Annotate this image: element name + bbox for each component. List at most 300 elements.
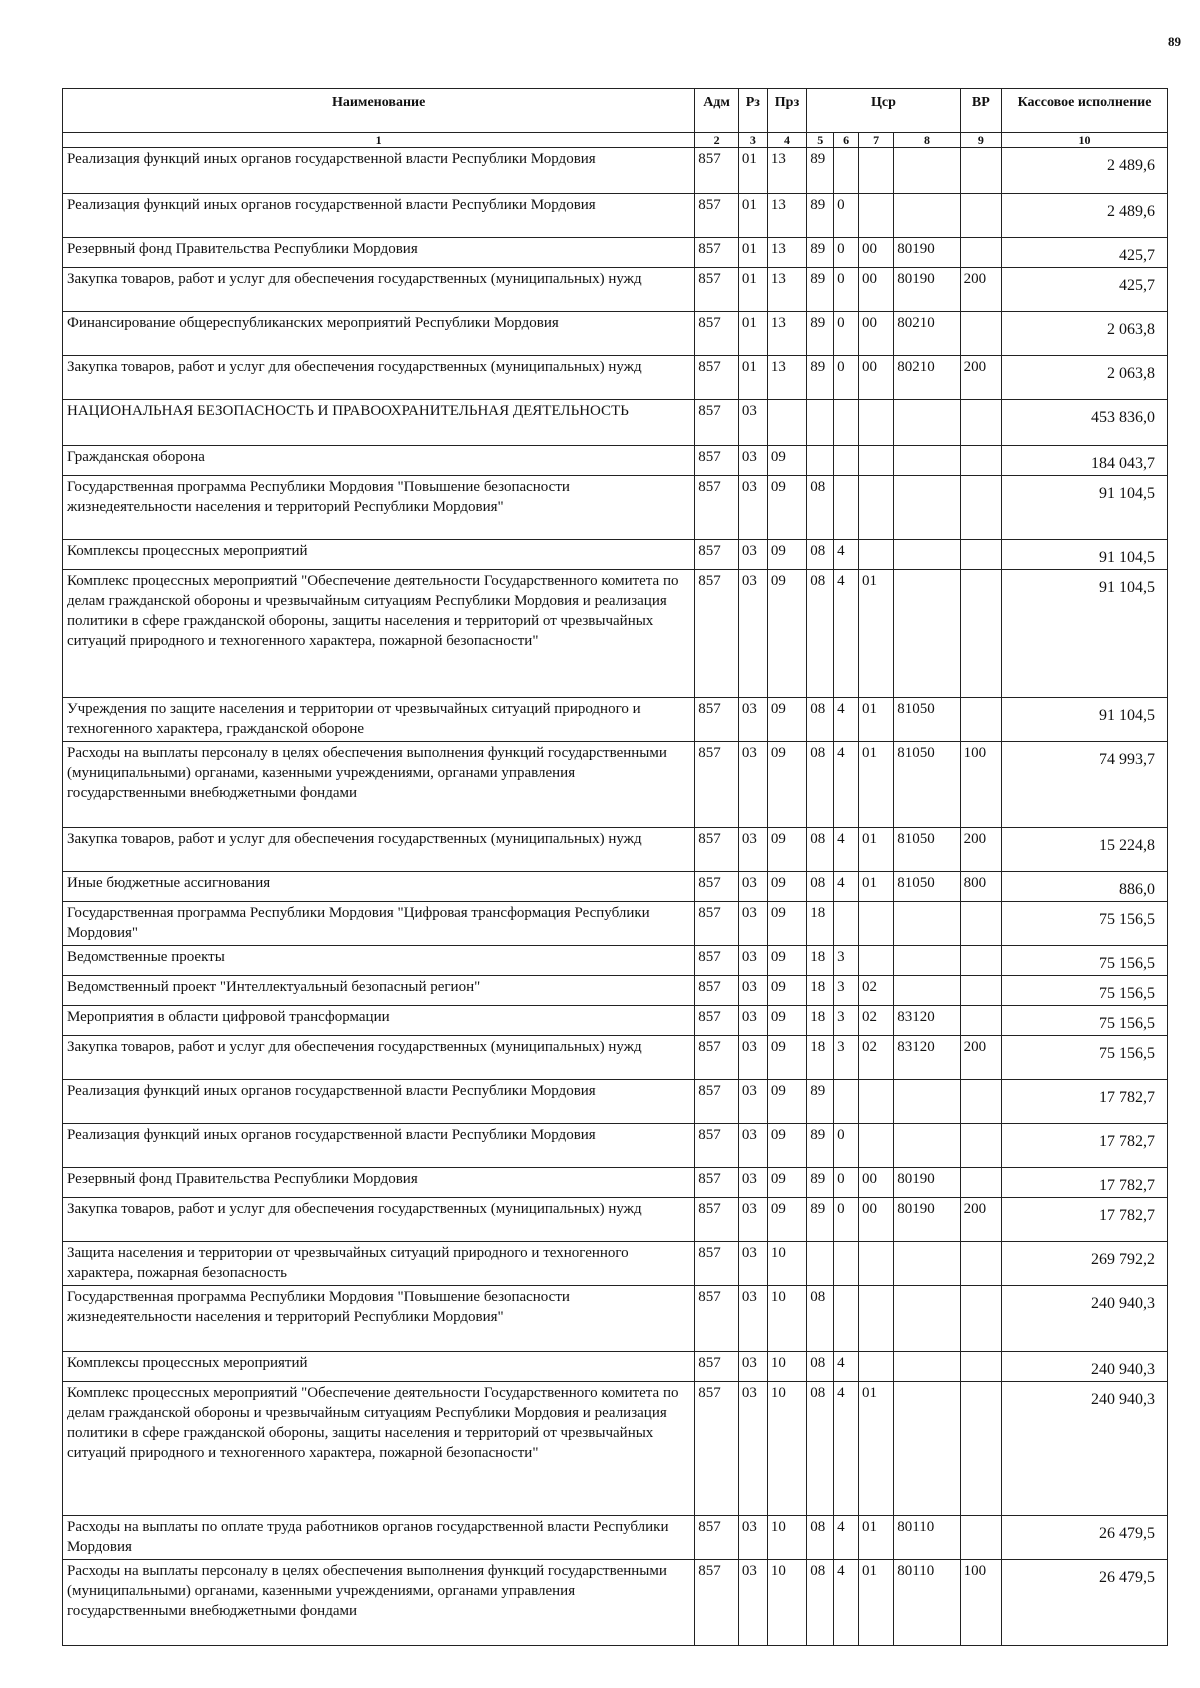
row-csr-type xyxy=(834,902,859,946)
row-csr-direction: 81050 xyxy=(894,742,960,828)
row-prz: 09 xyxy=(767,1006,806,1036)
row-name: Закупка товаров, работ и услуг для обеспечения государственных (муниципальных) нужд xyxy=(63,1036,695,1080)
row-vr xyxy=(960,1168,1001,1198)
table-row xyxy=(63,872,1168,902)
row-csr-subtype: 00 xyxy=(859,1198,894,1242)
row-rz: 03 xyxy=(738,1382,767,1516)
row-rz: 03 xyxy=(738,540,767,570)
row-adm: 857 xyxy=(695,476,739,540)
row-name: Комплекс процессных мероприятий "Обеспечение деятельности Государственного комитета по делам гражданской обороны и чрезвычайным ситуациям Республики Мордовия и реализация политики в сфере гражданской обороны, защиты населения и территорий от чрезвычайных ситуаций природного и техногенного характера, пожарной безопасности" xyxy=(63,570,695,698)
row-csr-direction: 81050 xyxy=(894,698,960,742)
row-prz: 10 xyxy=(767,1286,806,1352)
row-csr-type xyxy=(834,1286,859,1352)
row-amount: 886,0 xyxy=(1002,872,1168,902)
row-csr-program: 89 xyxy=(807,268,834,312)
column-number: 7 xyxy=(859,133,894,148)
row-vr xyxy=(960,1352,1001,1382)
row-adm: 857 xyxy=(695,312,739,356)
row-csr-program: 18 xyxy=(807,902,834,946)
row-csr-subtype xyxy=(859,446,894,476)
row-rz: 03 xyxy=(738,1286,767,1352)
row-csr-program: 18 xyxy=(807,1006,834,1036)
row-csr-subtype xyxy=(859,946,894,976)
row-csr-type: 0 xyxy=(834,312,859,356)
row-name: Ведомственные проекты xyxy=(63,946,695,976)
row-amount: 184 043,7 xyxy=(1002,446,1168,476)
row-prz: 10 xyxy=(767,1352,806,1382)
row-prz: 13 xyxy=(767,356,806,400)
row-prz xyxy=(767,400,806,446)
column-number-row xyxy=(63,133,1168,148)
row-csr-type: 4 xyxy=(834,540,859,570)
row-csr-subtype: 02 xyxy=(859,1036,894,1080)
row-rz: 03 xyxy=(738,1080,767,1124)
row-prz: 09 xyxy=(767,742,806,828)
row-csr-type xyxy=(834,1080,859,1124)
row-prz: 09 xyxy=(767,1036,806,1080)
row-adm: 857 xyxy=(695,1516,739,1560)
row-name: Резервный фонд Правительства Республики Мордовия xyxy=(63,238,695,268)
table-row xyxy=(63,946,1168,976)
table-row xyxy=(63,1080,1168,1124)
row-vr xyxy=(960,400,1001,446)
table-row xyxy=(63,1168,1168,1198)
row-prz: 09 xyxy=(767,946,806,976)
row-vr xyxy=(960,540,1001,570)
row-rz: 03 xyxy=(738,446,767,476)
row-prz: 09 xyxy=(767,1124,806,1168)
row-name: Реализация функций иных органов государственной власти Республики Мордовия xyxy=(63,1080,695,1124)
row-csr-subtype: 01 xyxy=(859,872,894,902)
row-csr-type: 4 xyxy=(834,698,859,742)
row-name: Расходы на выплаты персоналу в целях обеспечения выполнения функций государственными (муниципальными) органами, казенными учреждениями, органами управления государственными внебюджетными фондами xyxy=(63,1560,695,1646)
row-csr-type: 3 xyxy=(834,976,859,1006)
table-row xyxy=(63,976,1168,1006)
row-csr-direction: 80210 xyxy=(894,312,960,356)
row-adm: 857 xyxy=(695,446,739,476)
row-csr-subtype xyxy=(859,902,894,946)
row-name: Учреждения по защите населения и территории от чрезвычайных ситуаций природного и техногенного характера, гражданской обороне xyxy=(63,698,695,742)
row-name: Закупка товаров, работ и услуг для обеспечения государственных (муниципальных) нужд xyxy=(63,268,695,312)
table-row xyxy=(63,570,1168,698)
table-row xyxy=(63,902,1168,946)
row-csr-subtype xyxy=(859,540,894,570)
row-csr-type: 0 xyxy=(834,356,859,400)
row-rz: 03 xyxy=(738,1036,767,1080)
table-row xyxy=(63,540,1168,570)
row-rz: 03 xyxy=(738,902,767,946)
row-amount: 91 104,5 xyxy=(1002,698,1168,742)
table-row xyxy=(63,828,1168,872)
row-csr-direction xyxy=(894,148,960,194)
header-csr: Цср xyxy=(807,89,960,133)
row-csr-type: 0 xyxy=(834,1168,859,1198)
row-name: Комплексы процессных мероприятий xyxy=(63,540,695,570)
row-rz: 01 xyxy=(738,312,767,356)
row-csr-program: 89 xyxy=(807,1168,834,1198)
row-vr xyxy=(960,1516,1001,1560)
column-number: 10 xyxy=(1002,133,1168,148)
row-adm: 857 xyxy=(695,946,739,976)
row-adm: 857 xyxy=(695,1168,739,1198)
row-csr-program: 89 xyxy=(807,148,834,194)
row-csr-direction xyxy=(894,570,960,698)
row-name: Реализация функций иных органов государственной власти Республики Мордовия xyxy=(63,148,695,194)
row-csr-direction: 80190 xyxy=(894,1168,960,1198)
row-prz: 09 xyxy=(767,540,806,570)
row-csr-program: 18 xyxy=(807,946,834,976)
row-amount: 17 782,7 xyxy=(1002,1080,1168,1124)
row-csr-type: 4 xyxy=(834,1516,859,1560)
row-vr: 200 xyxy=(960,828,1001,872)
row-csr-subtype: 01 xyxy=(859,570,894,698)
table-row xyxy=(63,1286,1168,1352)
row-csr-program: 89 xyxy=(807,1080,834,1124)
row-csr-direction: 83120 xyxy=(894,1006,960,1036)
table-row xyxy=(63,1382,1168,1516)
row-csr-program: 89 xyxy=(807,1198,834,1242)
row-csr-type: 0 xyxy=(834,1198,859,1242)
table-row xyxy=(63,1516,1168,1560)
row-csr-type xyxy=(834,1242,859,1286)
column-number: 8 xyxy=(894,133,960,148)
row-adm: 857 xyxy=(695,540,739,570)
row-csr-subtype: 01 xyxy=(859,828,894,872)
row-csr-program: 89 xyxy=(807,1124,834,1168)
row-csr-subtype: 01 xyxy=(859,1382,894,1516)
row-rz: 03 xyxy=(738,1560,767,1646)
row-rz: 01 xyxy=(738,238,767,268)
row-adm: 857 xyxy=(695,400,739,446)
row-vr xyxy=(960,238,1001,268)
row-name: Государственная программа Республики Мордовия "Повышение безопасности жизнедеятельности населения и территорий Республики Мордовия" xyxy=(63,476,695,540)
row-vr xyxy=(960,312,1001,356)
row-csr-direction: 81050 xyxy=(894,828,960,872)
row-prz: 09 xyxy=(767,828,806,872)
header-amount: Кассовое исполнение xyxy=(1002,89,1168,133)
row-vr xyxy=(960,1124,1001,1168)
row-vr xyxy=(960,194,1001,238)
row-csr-subtype xyxy=(859,194,894,238)
row-csr-type xyxy=(834,148,859,194)
row-prz: 09 xyxy=(767,976,806,1006)
table-row xyxy=(63,268,1168,312)
table-row xyxy=(63,148,1168,194)
header-adm: Адм xyxy=(695,89,739,133)
budget-execution-table xyxy=(62,88,1168,1646)
row-name: Комплексы процессных мероприятий xyxy=(63,1352,695,1382)
row-prz: 09 xyxy=(767,1198,806,1242)
row-csr-type: 0 xyxy=(834,194,859,238)
table-row xyxy=(63,1198,1168,1242)
row-csr-type: 3 xyxy=(834,1036,859,1080)
row-rz: 03 xyxy=(738,1198,767,1242)
row-csr-direction xyxy=(894,400,960,446)
row-csr-program xyxy=(807,1242,834,1286)
row-adm: 857 xyxy=(695,742,739,828)
row-vr: 800 xyxy=(960,872,1001,902)
row-rz: 03 xyxy=(738,476,767,540)
row-amount: 75 156,5 xyxy=(1002,946,1168,976)
row-name: Закупка товаров, работ и услуг для обеспечения государственных (муниципальных) нужд xyxy=(63,828,695,872)
row-prz: 09 xyxy=(767,698,806,742)
row-name: НАЦИОНАЛЬНАЯ БЕЗОПАСНОСТЬ И ПРАВООХРАНИТЕЛЬНАЯ ДЕЯТЕЛЬНОСТЬ xyxy=(63,400,695,446)
row-amount: 26 479,5 xyxy=(1002,1516,1168,1560)
row-csr-direction xyxy=(894,1242,960,1286)
row-csr-type: 4 xyxy=(834,742,859,828)
table-row xyxy=(63,1124,1168,1168)
row-amount: 74 993,7 xyxy=(1002,742,1168,828)
row-prz: 13 xyxy=(767,268,806,312)
row-name: Государственная программа Республики Мордовия "Повышение безопасности жизнедеятельности населения и территорий Республики Мордовия" xyxy=(63,1286,695,1352)
row-name: Закупка товаров, работ и услуг для обеспечения государственных (муниципальных) нужд xyxy=(63,1198,695,1242)
row-name: Финансирование общереспубликанских мероприятий Республики Мордовия xyxy=(63,312,695,356)
row-csr-program: 08 xyxy=(807,742,834,828)
table-header-row xyxy=(63,89,1168,133)
row-csr-type: 4 xyxy=(834,1382,859,1516)
row-prz: 13 xyxy=(767,194,806,238)
row-csr-subtype xyxy=(859,1352,894,1382)
row-adm: 857 xyxy=(695,976,739,1006)
row-csr-program: 08 xyxy=(807,1516,834,1560)
column-number: 3 xyxy=(738,133,767,148)
row-vr xyxy=(960,148,1001,194)
row-amount: 75 156,5 xyxy=(1002,902,1168,946)
row-vr xyxy=(960,570,1001,698)
table-row xyxy=(63,1352,1168,1382)
row-csr-direction xyxy=(894,902,960,946)
row-csr-direction xyxy=(894,194,960,238)
row-csr-program: 89 xyxy=(807,356,834,400)
row-csr-type: 4 xyxy=(834,1352,859,1382)
row-name: Защита населения и территории от чрезвычайных ситуаций природного и техногенного характера, пожарная безопасность xyxy=(63,1242,695,1286)
row-adm: 857 xyxy=(695,148,739,194)
row-csr-program: 08 xyxy=(807,570,834,698)
table-row xyxy=(63,1560,1168,1646)
row-adm: 857 xyxy=(695,1352,739,1382)
row-csr-type: 0 xyxy=(834,268,859,312)
row-csr-direction xyxy=(894,1352,960,1382)
row-csr-direction xyxy=(894,446,960,476)
row-csr-direction: 81050 xyxy=(894,872,960,902)
row-rz: 03 xyxy=(738,946,767,976)
row-amount: 425,7 xyxy=(1002,268,1168,312)
row-amount: 26 479,5 xyxy=(1002,1560,1168,1646)
column-number: 2 xyxy=(695,133,739,148)
row-csr-direction xyxy=(894,946,960,976)
row-amount: 75 156,5 xyxy=(1002,976,1168,1006)
row-vr xyxy=(960,1242,1001,1286)
row-amount: 2 063,8 xyxy=(1002,312,1168,356)
row-adm: 857 xyxy=(695,1286,739,1352)
row-csr-direction: 83120 xyxy=(894,1036,960,1080)
row-rz: 03 xyxy=(738,1006,767,1036)
row-csr-direction: 80190 xyxy=(894,238,960,268)
row-csr-program: 89 xyxy=(807,238,834,268)
row-rz: 03 xyxy=(738,1168,767,1198)
row-csr-type: 4 xyxy=(834,872,859,902)
table-body xyxy=(63,148,1168,1646)
row-csr-subtype xyxy=(859,1080,894,1124)
row-csr-program: 08 xyxy=(807,1286,834,1352)
row-csr-type xyxy=(834,400,859,446)
row-prz: 13 xyxy=(767,238,806,268)
row-csr-subtype xyxy=(859,1124,894,1168)
header-rz: Рз xyxy=(738,89,767,133)
row-amount: 91 104,5 xyxy=(1002,570,1168,698)
row-prz: 09 xyxy=(767,446,806,476)
row-amount: 15 224,8 xyxy=(1002,828,1168,872)
row-rz: 01 xyxy=(738,356,767,400)
row-adm: 857 xyxy=(695,1124,739,1168)
row-adm: 857 xyxy=(695,872,739,902)
row-rz: 03 xyxy=(738,1124,767,1168)
row-prz: 13 xyxy=(767,312,806,356)
row-adm: 857 xyxy=(695,1036,739,1080)
row-amount: 2 489,6 xyxy=(1002,194,1168,238)
row-name: Государственная программа Республики Мордовия "Цифровая трансформация Республики Мордовия" xyxy=(63,902,695,946)
row-csr-type: 3 xyxy=(834,946,859,976)
row-rz: 03 xyxy=(738,976,767,1006)
row-name: Расходы на выплаты персоналу в целях обеспечения выполнения функций государственными (муниципальными) органами, казенными учреждениями, органами управления государственными внебюджетными фондами xyxy=(63,742,695,828)
row-prz: 10 xyxy=(767,1242,806,1286)
row-name: Расходы на выплаты по оплате труда работников органов государственной власти Республики Мордовия xyxy=(63,1516,695,1560)
table-row xyxy=(63,476,1168,540)
row-amount: 17 782,7 xyxy=(1002,1198,1168,1242)
row-adm: 857 xyxy=(695,1242,739,1286)
row-amount: 453 836,0 xyxy=(1002,400,1168,446)
row-name: Иные бюджетные ассигнования xyxy=(63,872,695,902)
row-vr: 100 xyxy=(960,742,1001,828)
row-csr-direction xyxy=(894,1382,960,1516)
row-csr-subtype xyxy=(859,476,894,540)
row-adm: 857 xyxy=(695,194,739,238)
row-vr: 200 xyxy=(960,1198,1001,1242)
row-rz: 03 xyxy=(738,1242,767,1286)
row-name: Реализация функций иных органов государственной власти Республики Мордовия xyxy=(63,194,695,238)
row-csr-type: 0 xyxy=(834,238,859,268)
row-name: Комплекс процессных мероприятий "Обеспечение деятельности Государственного комитета по делам гражданской обороны и чрезвычайным ситуациям Республики Мордовия и реализация политики в сфере гражданской обороны, защиты населения и территорий от чрезвычайных ситуаций природного и техногенного характера, пожарной безопасности" xyxy=(63,1382,695,1516)
row-csr-direction: 80210 xyxy=(894,356,960,400)
row-vr xyxy=(960,1286,1001,1352)
table-row xyxy=(63,1036,1168,1080)
header-vr: ВР xyxy=(960,89,1001,133)
row-amount: 17 782,7 xyxy=(1002,1124,1168,1168)
row-csr-program xyxy=(807,446,834,476)
column-number: 4 xyxy=(767,133,806,148)
row-csr-subtype: 02 xyxy=(859,976,894,1006)
row-rz: 03 xyxy=(738,1516,767,1560)
row-prz: 09 xyxy=(767,476,806,540)
row-csr-program: 08 xyxy=(807,1352,834,1382)
row-name: Закупка товаров, работ и услуг для обеспечения государственных (муниципальных) нужд xyxy=(63,356,695,400)
row-prz: 09 xyxy=(767,902,806,946)
row-name: Гражданская оборона xyxy=(63,446,695,476)
row-csr-program: 08 xyxy=(807,540,834,570)
row-vr xyxy=(960,946,1001,976)
table-row xyxy=(63,698,1168,742)
row-csr-direction: 80190 xyxy=(894,268,960,312)
row-csr-program: 18 xyxy=(807,976,834,1006)
row-csr-program: 08 xyxy=(807,698,834,742)
row-csr-subtype: 01 xyxy=(859,698,894,742)
row-amount: 240 940,3 xyxy=(1002,1382,1168,1516)
row-prz: 09 xyxy=(767,1080,806,1124)
row-amount: 75 156,5 xyxy=(1002,1036,1168,1080)
row-rz: 03 xyxy=(738,570,767,698)
row-rz: 03 xyxy=(738,828,767,872)
row-adm: 857 xyxy=(695,698,739,742)
row-csr-subtype: 01 xyxy=(859,1560,894,1646)
table-row xyxy=(63,194,1168,238)
row-csr-type xyxy=(834,446,859,476)
row-adm: 857 xyxy=(695,1382,739,1516)
row-rz: 01 xyxy=(738,268,767,312)
row-prz: 13 xyxy=(767,148,806,194)
row-csr-program: 08 xyxy=(807,828,834,872)
row-vr xyxy=(960,902,1001,946)
row-name: Резервный фонд Правительства Республики Мордовия xyxy=(63,1168,695,1198)
row-amount: 17 782,7 xyxy=(1002,1168,1168,1198)
row-csr-type: 3 xyxy=(834,1006,859,1036)
header-prz: Прз xyxy=(767,89,806,133)
column-number: 6 xyxy=(834,133,859,148)
row-csr-program: 89 xyxy=(807,312,834,356)
table-row xyxy=(63,356,1168,400)
row-rz: 03 xyxy=(738,742,767,828)
row-csr-program: 08 xyxy=(807,476,834,540)
row-prz: 10 xyxy=(767,1560,806,1646)
row-csr-program: 89 xyxy=(807,194,834,238)
row-rz: 03 xyxy=(738,400,767,446)
row-csr-direction xyxy=(894,1124,960,1168)
row-adm: 857 xyxy=(695,1006,739,1036)
row-amount: 91 104,5 xyxy=(1002,540,1168,570)
column-number: 1 xyxy=(63,133,695,148)
row-adm: 857 xyxy=(695,1198,739,1242)
row-csr-subtype xyxy=(859,148,894,194)
table-row xyxy=(63,1006,1168,1036)
row-vr: 200 xyxy=(960,268,1001,312)
row-csr-program: 08 xyxy=(807,872,834,902)
row-amount: 240 940,3 xyxy=(1002,1352,1168,1382)
row-prz: 09 xyxy=(767,872,806,902)
table-row xyxy=(63,446,1168,476)
row-prz: 10 xyxy=(767,1516,806,1560)
column-number: 5 xyxy=(807,133,834,148)
row-csr-direction xyxy=(894,1080,960,1124)
row-csr-subtype: 00 xyxy=(859,268,894,312)
row-csr-program: 18 xyxy=(807,1036,834,1080)
row-csr-program: 08 xyxy=(807,1560,834,1646)
row-csr-direction: 80110 xyxy=(894,1560,960,1646)
row-csr-program xyxy=(807,400,834,446)
row-name: Ведомственный проект "Интеллектуальный безопасный регион" xyxy=(63,976,695,1006)
row-prz: 09 xyxy=(767,1168,806,1198)
row-prz: 10 xyxy=(767,1382,806,1516)
row-adm: 857 xyxy=(695,356,739,400)
row-csr-direction: 80190 xyxy=(894,1198,960,1242)
row-adm: 857 xyxy=(695,1080,739,1124)
row-amount: 75 156,5 xyxy=(1002,1006,1168,1036)
row-csr-subtype: 00 xyxy=(859,238,894,268)
row-vr xyxy=(960,1006,1001,1036)
row-name: Реализация функций иных органов государственной власти Республики Мордовия xyxy=(63,1124,695,1168)
row-csr-type: 0 xyxy=(834,1124,859,1168)
row-amount: 269 792,2 xyxy=(1002,1242,1168,1286)
row-csr-subtype: 00 xyxy=(859,1168,894,1198)
row-csr-subtype xyxy=(859,1242,894,1286)
